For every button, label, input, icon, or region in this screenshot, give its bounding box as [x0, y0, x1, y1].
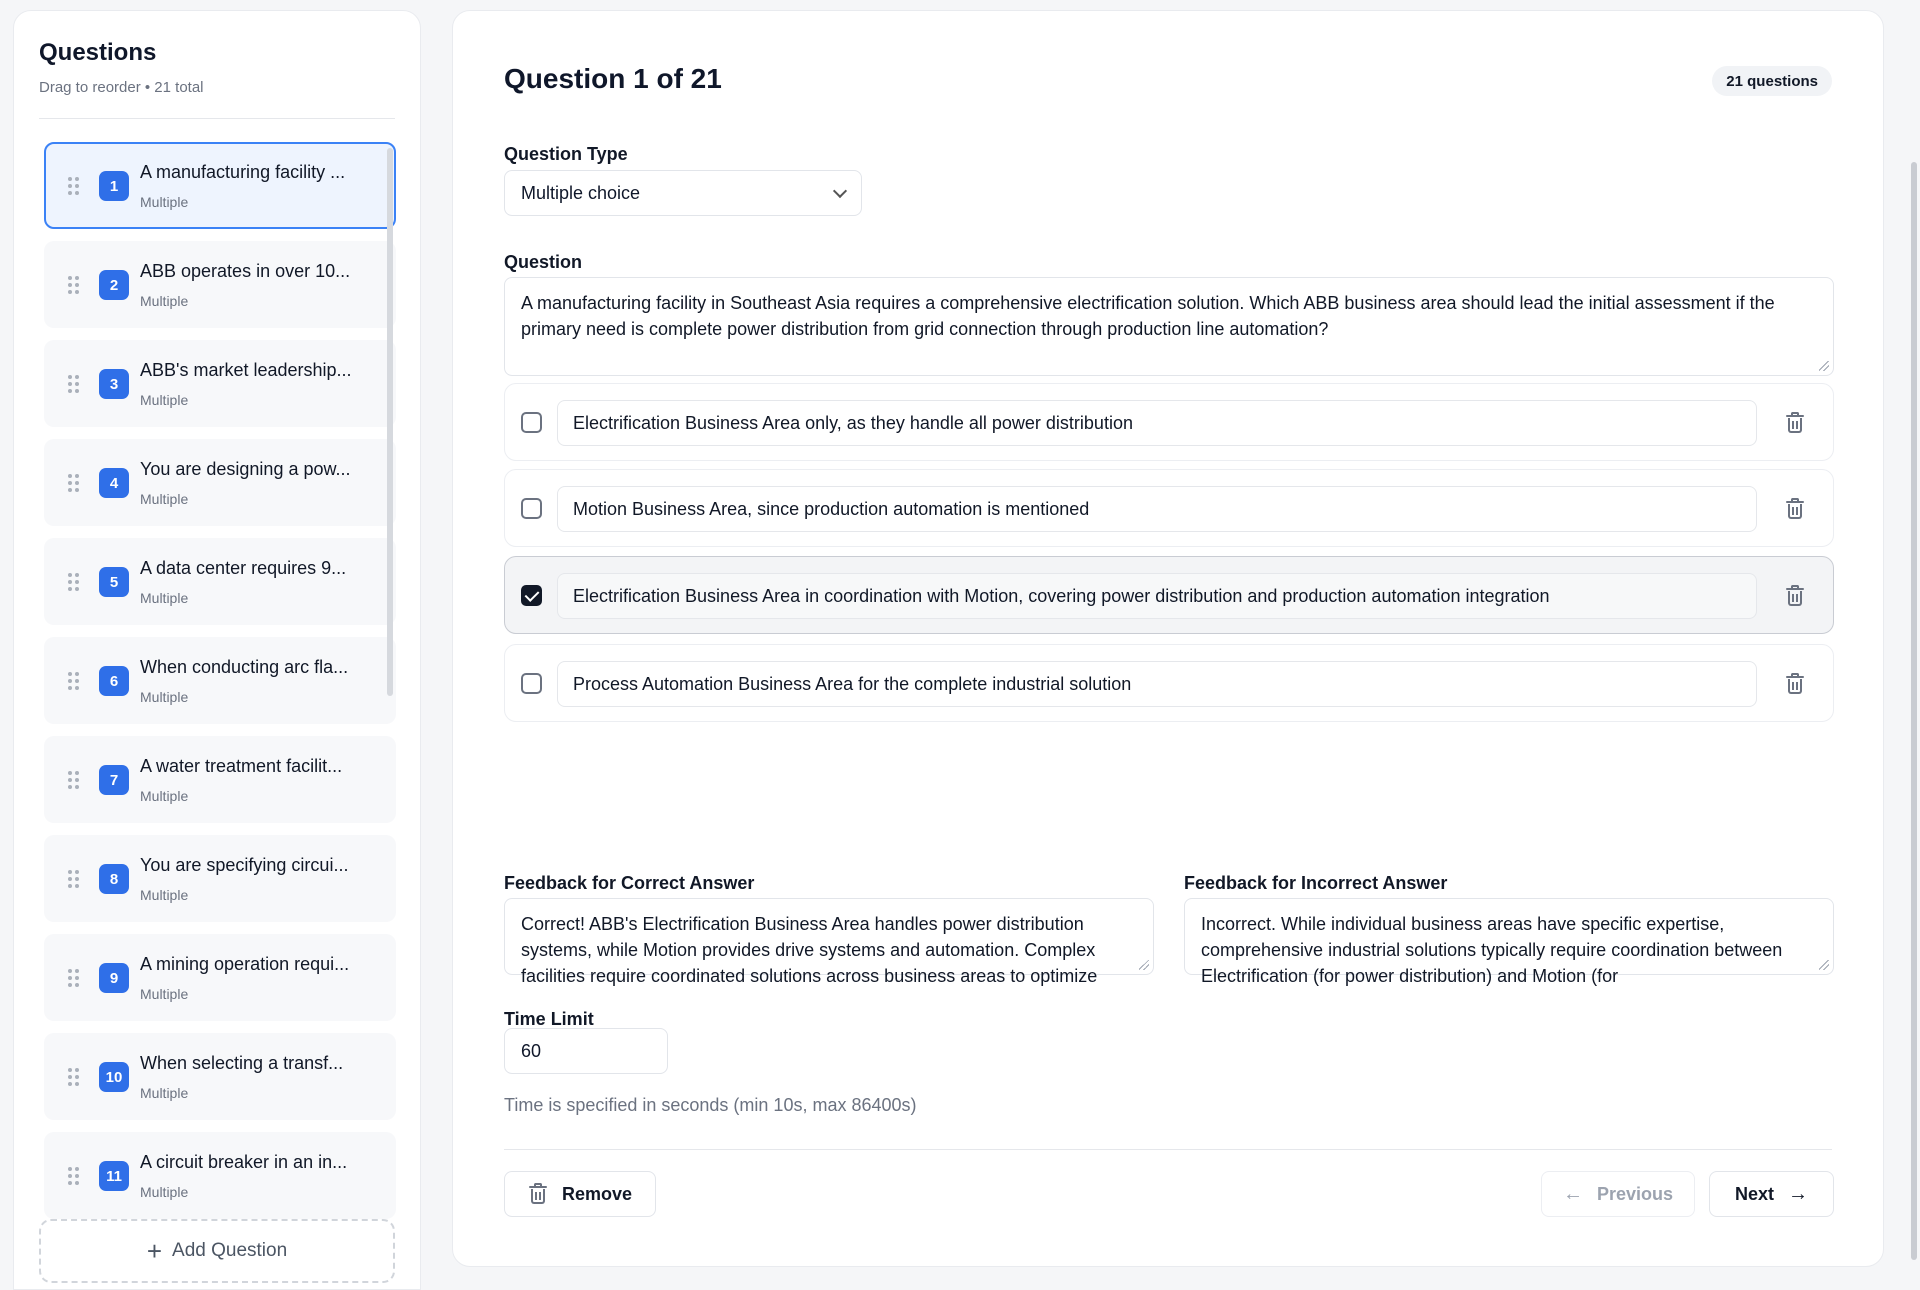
resize-handle-icon[interactable] [1819, 960, 1829, 970]
feedback-incorrect-textarea[interactable] [1184, 898, 1834, 986]
question-list-item[interactable] [44, 340, 396, 427]
question-type-text: Multiple [140, 788, 189, 804]
correct-answer-checkbox[interactable] [521, 673, 542, 694]
sidebar-divider [39, 118, 395, 119]
remove-button[interactable] [504, 1171, 656, 1217]
question-list [44, 142, 396, 1231]
question-list-item[interactable] [44, 934, 396, 1021]
feedback-correct-textarea[interactable] [504, 898, 1154, 986]
chevron-down-icon [833, 183, 847, 197]
question-number-badge: 1 [99, 171, 129, 201]
question-type-text: Multiple [140, 194, 189, 210]
question-preview-text: When selecting a transf... [140, 1053, 344, 1073]
question-list-item[interactable] [44, 538, 396, 625]
drag-handle-icon[interactable] [68, 969, 80, 987]
trash-icon[interactable] [1785, 673, 1805, 695]
add-question-button[interactable] [39, 1219, 395, 1283]
question-list-item[interactable] [44, 835, 396, 922]
question-type-label: Question Type [504, 144, 628, 164]
remove-label: Remove [561, 1183, 633, 1204]
page-title: Question 1 of 21 [504, 63, 722, 94]
previous-label: Previous [1596, 1183, 1674, 1204]
add-question-label: Add Question [172, 1240, 288, 1261]
answer-option-input[interactable] [557, 400, 1757, 446]
question-number-badge: 5 [99, 567, 129, 597]
question-number-badge: 2 [99, 270, 129, 300]
drag-handle-icon[interactable] [68, 1167, 80, 1185]
plus-icon: + [146, 1236, 163, 1266]
answer-option-text: Motion Business Area, since production automation is mentioned [573, 498, 1090, 519]
answer-option-row [504, 644, 1834, 722]
answer-option-input[interactable] [557, 573, 1757, 619]
sidebar-title: Questions [39, 39, 157, 66]
question-type-text: Multiple [140, 887, 189, 903]
answer-option-text: Process Automation Business Area for the complete industrial solution [573, 673, 1132, 694]
time-limit-value: 60 [521, 1040, 542, 1061]
drag-handle-icon[interactable] [68, 1068, 80, 1086]
questions-sidebar [13, 10, 421, 1290]
drag-handle-icon[interactable] [68, 177, 80, 195]
question-list-item[interactable] [44, 1132, 396, 1219]
time-limit-input[interactable] [504, 1028, 668, 1074]
question-number-badge: 4 [99, 468, 129, 498]
feedback-incorrect-text: Incorrect. While individual business areas have specific expertise, comprehensive industrial solutions typically require coordination between Electrification (for power distribution) and Motion (for [1201, 914, 1783, 986]
resize-handle-icon[interactable] [1819, 361, 1829, 371]
question-type-text: Multiple [140, 689, 189, 705]
sidebar-subtitle: Drag to reorder • 21 total [39, 79, 204, 96]
question-type-text: Multiple [140, 1085, 189, 1101]
question-type-select[interactable] [504, 170, 862, 216]
question-preview-text: ABB operates in over 10... [140, 261, 351, 281]
previous-button[interactable] [1541, 1171, 1695, 1217]
question-type-text: Multiple [140, 1184, 189, 1200]
footer-divider [504, 1149, 1832, 1150]
question-number-badge: 6 [99, 666, 129, 696]
time-limit-label: Time Limit [504, 1009, 594, 1029]
question-textarea[interactable] [504, 277, 1834, 376]
feedback-correct-text: Correct! ABB's Electrification Business Area handles power distribution systems, while Motion provides drive systems and automation. Complex facilities require coordinated solutions across business areas to optimize [521, 914, 1098, 986]
question-preview-text: When conducting arc fla... [140, 657, 349, 677]
answer-option-row [504, 469, 1834, 547]
question-number-badge: 9 [99, 963, 129, 993]
answer-option-text: Electrification Business Area in coordination with Motion, covering power distribution and production automation integration [573, 585, 1550, 606]
drag-handle-icon[interactable] [68, 375, 80, 393]
arrow-left-icon: ← [1562, 1182, 1583, 1205]
question-type-text: Multiple [140, 293, 189, 309]
feedback-incorrect-label: Feedback for Incorrect Answer [1184, 873, 1448, 893]
question-number-badge: 10 [99, 1062, 129, 1092]
question-list-item[interactable] [44, 1033, 396, 1120]
question-list-item[interactable] [44, 736, 396, 823]
arrow-right-icon: → [1788, 1182, 1808, 1205]
drag-handle-icon[interactable] [68, 771, 80, 789]
question-type-value: Multiple choice [521, 182, 641, 203]
drag-handle-icon[interactable] [68, 474, 80, 492]
question-preview-text: You are specifying circui... [140, 855, 349, 875]
trash-icon [528, 1183, 548, 1205]
question-preview-text: You are designing a pow... [140, 459, 351, 479]
next-button[interactable] [1709, 1171, 1834, 1217]
question-number-badge: 11 [99, 1161, 129, 1191]
question-type-text: Multiple [140, 392, 189, 408]
answer-option-input[interactable] [557, 486, 1757, 532]
drag-handle-icon[interactable] [68, 573, 80, 591]
question-list-item[interactable] [44, 241, 396, 328]
question-preview-text: ABB's market leadership... [140, 360, 352, 380]
drag-handle-icon[interactable] [68, 672, 80, 690]
question-preview-text: A circuit breaker in an in... [140, 1152, 348, 1172]
question-preview-text: A mining operation requi... [140, 954, 350, 974]
correct-answer-checkbox[interactable] [521, 585, 542, 606]
question-label: Question [504, 252, 583, 272]
question-list-item[interactable] [44, 637, 396, 724]
trash-icon[interactable] [1785, 498, 1805, 520]
drag-handle-icon[interactable] [68, 276, 80, 294]
answer-option-row [504, 383, 1834, 461]
question-number-badge: 7 [99, 765, 129, 795]
question-list-item[interactable] [44, 142, 396, 229]
answer-option-input[interactable] [557, 661, 1757, 707]
question-editor-panel [452, 10, 1884, 1267]
question-count-badge: 21 questions [1712, 66, 1832, 96]
main-scrollbar[interactable] [1911, 162, 1917, 1260]
feedback-correct-label: Feedback for Correct Answer [504, 873, 755, 893]
question-preview-text: A data center requires 9... [140, 558, 347, 578]
question-type-text: Multiple [140, 590, 189, 606]
question-type-text: Multiple [140, 491, 189, 507]
question-number-badge: 8 [99, 864, 129, 894]
question-list-item[interactable] [44, 439, 396, 526]
question-number-badge: 3 [99, 369, 129, 399]
trash-icon[interactable] [1785, 412, 1805, 434]
next-label: Next [1734, 1183, 1774, 1204]
correct-answer-checkbox[interactable] [521, 498, 542, 519]
answer-option-row [504, 556, 1834, 634]
resize-handle-icon[interactable] [1139, 960, 1149, 970]
question-type-text: Multiple [140, 986, 189, 1002]
correct-answer-checkbox[interactable] [521, 412, 542, 433]
question-preview-text: A water treatment facilit... [140, 756, 343, 776]
trash-icon[interactable] [1785, 585, 1805, 607]
drag-handle-icon[interactable] [68, 870, 80, 888]
answer-option-text: Electrification Business Area only, as they handle all power distribution [573, 412, 1133, 433]
question-preview-text: A manufacturing facility ... [140, 162, 346, 182]
sidebar-scrollbar[interactable] [387, 148, 393, 696]
question-text: A manufacturing facility in Southeast Asia requires a comprehensive electrification solution. Which ABB business area should lead the initial assessment if the primary need is complete power distribution from grid connection through production line automation? [521, 293, 1775, 339]
time-limit-hint: Time is specified in seconds (min 10s, max 86400s) [504, 1095, 917, 1115]
